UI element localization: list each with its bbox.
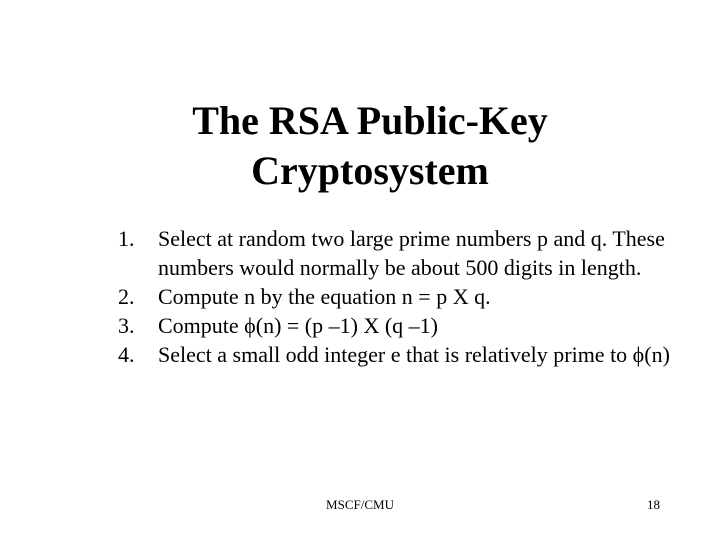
- page-number: 18: [647, 497, 660, 512]
- list-item-number: 3.: [118, 313, 135, 338]
- steps-list: [118, 224, 708, 369]
- list-item-text: Compute ϕ(n) = (p –1) X (q –1): [158, 313, 438, 338]
- list-item-number: 2.: [118, 284, 135, 309]
- list-item-text: Compute n by the equation n = p X q.: [158, 284, 491, 309]
- slide-title-line-1: The RSA Public-Key: [192, 98, 548, 143]
- list-item-number: 4.: [118, 342, 135, 367]
- list-item-number: 1.: [118, 226, 135, 251]
- list-item: [118, 340, 708, 369]
- list-item: [118, 224, 708, 282]
- slide-title: [110, 96, 630, 196]
- slide-footer: MSCF/CMU: [326, 497, 394, 512]
- slide-title-line-2: Cryptosystem: [251, 148, 489, 193]
- list-item-text: Select at random two large prime numbers p and q. These numbers would normally be about 500 digits in length.: [158, 226, 665, 280]
- list-item: [118, 311, 708, 340]
- list-item-text: Select a small odd integer e that is relatively prime to ϕ(n): [158, 342, 670, 367]
- list-item: [118, 282, 708, 311]
